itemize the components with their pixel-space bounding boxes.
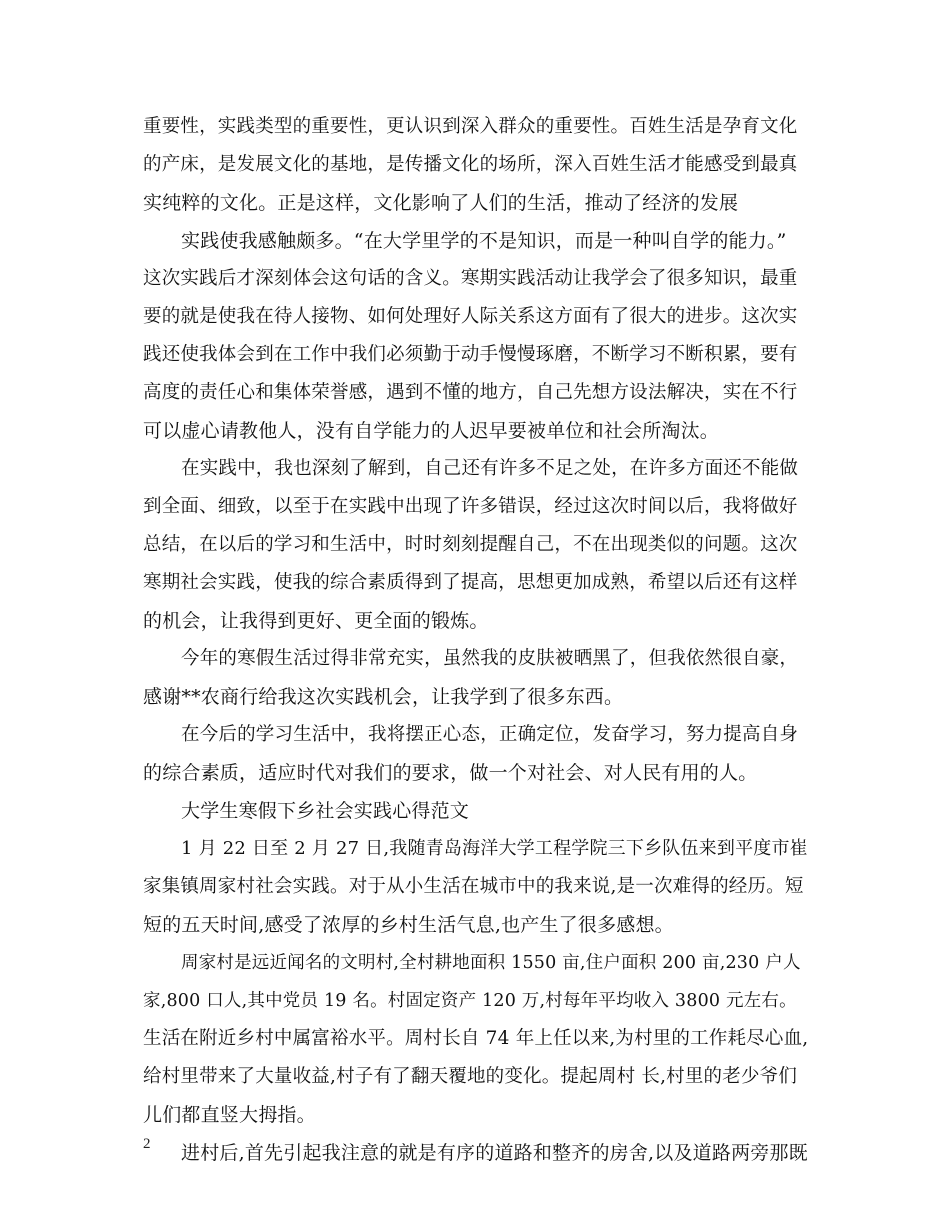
text-line: 要的就是使我在待人接物、如何处理好人际关系这方面有了很大的进步。这次实: [143, 306, 798, 327]
paragraph-first-line: 周家村是远近闻名的文明村,全村耕地面积 1550 亩,住户面积 200 亩,230 户人: [181, 953, 801, 973]
paragraph-first-line: 实践使我感触颇多。“在大学里学的不是知识，而是一种叫自学的能力。”: [181, 230, 787, 252]
text-line: 可以虚心请教他人，没有自学能力的人迟早要被单位和社会所淘汰。: [143, 420, 720, 442]
text-line: 儿们都直竖大拇指。: [143, 1104, 316, 1126]
text-line: 的机会，让我得到更好、更全面的锻炼。: [143, 610, 489, 632]
text-line: 高度的责任心和集体荣誉感，遇到不懂的地方，自己先想方设法解决，实在不行: [143, 382, 798, 403]
paragraph-first-line: 进村后,首先引起我注意的就是有序的道路和整齐的房舍,以及道路两旁那既: [181, 1142, 808, 1164]
text-line: 这次实践后才深刻体会这句话的含义。寒期实践活动让我学会了很多知识，最重: [143, 268, 798, 289]
text-line: 寒期社会实践，使我的综合素质得到了提高，思想更加成熟，希望以后还有这样: [143, 572, 798, 593]
paragraph-first-line: 在今后的学习生活中，我将摆正心态，正确定位，发奋学习，努力提高自身: [181, 724, 799, 745]
text-line: 家,800 口人,其中党员 19 名。村固定资产 120 万,村每年平均收入 3800 元左右。: [143, 991, 797, 1011]
paragraph-first-line: 在实践中，我也深刻了解到，自己还有许多不足之处，在许多方面还不能做: [181, 458, 799, 479]
page-number: 2: [143, 1136, 151, 1152]
text-line: 实纯粹的文化。正是这样，文化影响了人们的生活，推动了经济的发展: [143, 192, 739, 214]
paragraph-first-line: 1 月 22 日至 2 月 27 日,我随青岛海洋大学工程学院三下乡队伍来到平度市崔: [181, 838, 808, 859]
text-line: 家集镇周家村社会实践。对于从小生活在城市中的我来说,是一次难得的经历。短: [143, 876, 804, 897]
text-line: 到全面、细致，以至于在实践中出现了许多错误，经过这次时间以后，我将做好: [143, 496, 798, 517]
text-line: 感谢**农商行给我这次实践机会，让我学到了很多东西。: [143, 686, 624, 708]
text-line: 生活在附近乡村中属富裕水平。周村长自 74 年上任以来,为村里的工作耗尽心血,: [143, 1028, 809, 1049]
text-line: 的综合素质，适应时代对我们的要求，做一个对社会、对人民有用的人。: [143, 762, 758, 784]
text-line: 总结，在以后的学习和生活中，时时刻刻提醒自己，不在出现类似的问题。这次: [143, 534, 798, 555]
text-line: 给村里带来了大量收益,村子有了翻天覆地的变化。提起周村 长,村里的老少爷们: [143, 1066, 798, 1087]
text-line: 践还使我体会到在工作中我们必须勤于动手慢慢琢磨，不断学习不断积累，要有: [143, 344, 798, 365]
section-heading: 大学生寒假下乡社会实践心得范文: [181, 800, 470, 822]
text-line: 的产床，是发展文化的基地，是传播文化的场所，深入百姓生活才能感受到最真: [143, 154, 798, 175]
text-line: 重要性，实践类型的重要性，更认识到深入群众的重要性。百姓生活是孕育文化: [143, 116, 798, 137]
text-line: 短的五天时间,感受了浓厚的乡村生活气息,也产生了很多感想。: [143, 914, 674, 936]
paragraph-first-line: 今年的寒假生活过得非常充实，虽然我的皮肤被晒黑了，但我依然很自豪，: [181, 648, 799, 669]
